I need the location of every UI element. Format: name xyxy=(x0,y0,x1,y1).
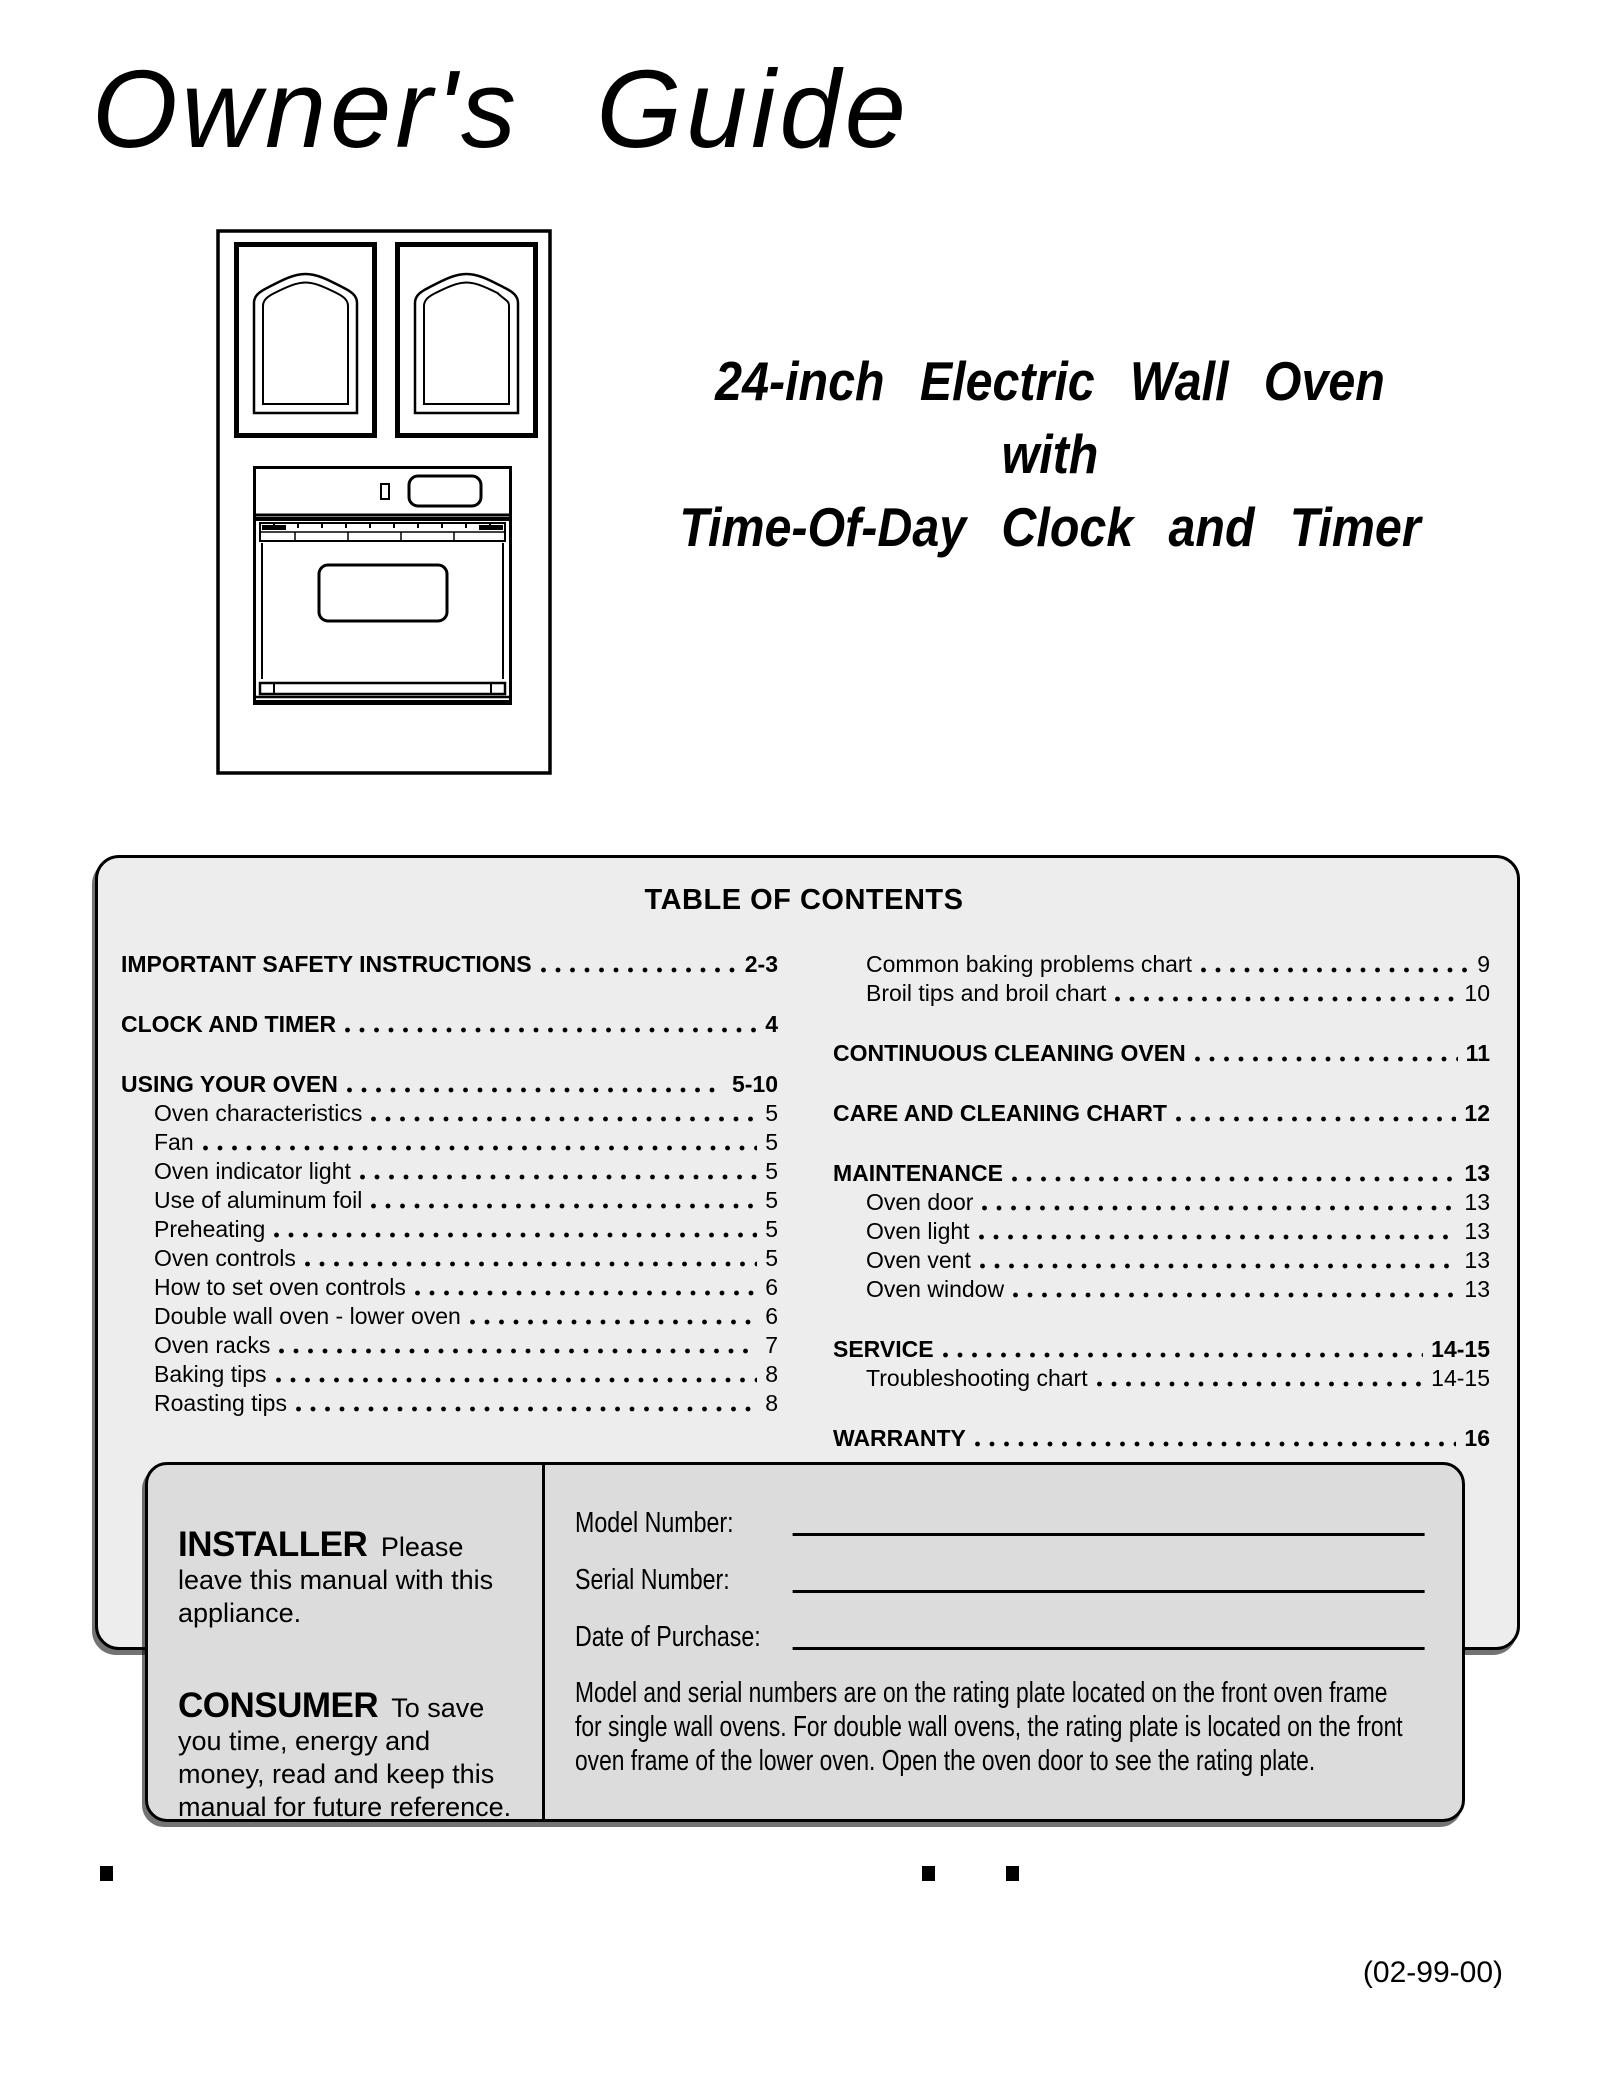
toc-entry-page: 8 xyxy=(765,1361,778,1387)
registration-field xyxy=(575,1540,1425,1597)
wall-oven-icon xyxy=(216,229,552,775)
toc-dot-leader xyxy=(276,1360,758,1389)
toc-entry-label: Common baking problems chart xyxy=(866,951,1192,977)
toc-entry xyxy=(121,1070,778,1099)
toc-entry-label: CONTINUOUS CLEANING OVEN xyxy=(833,1040,1186,1066)
toc-entry xyxy=(121,1360,778,1389)
toc-dot-leader xyxy=(980,1246,1457,1275)
consumer-heading: CONSUMER xyxy=(178,1686,379,1725)
toc-entry-label: Oven door xyxy=(866,1189,974,1215)
toc-dot-leader xyxy=(305,1244,757,1273)
toc-entry-page: 5 xyxy=(765,1100,778,1126)
toc-entry-label: Preheating xyxy=(154,1216,266,1242)
installer-notice xyxy=(178,1527,514,1630)
toc-dot-leader xyxy=(1176,1099,1456,1128)
toc-dot-leader xyxy=(1115,979,1456,1008)
subtitle-line-1: 24-inch Electric Wall Oven xyxy=(715,350,1385,412)
toc-entry-page: 6 xyxy=(765,1274,778,1300)
print-registration-dash xyxy=(922,1866,935,1881)
field-fill-in-line xyxy=(793,1532,1425,1536)
toc-entry xyxy=(833,1246,1490,1275)
toc-dot-leader xyxy=(415,1273,757,1302)
toc-dot-leader xyxy=(470,1302,757,1331)
toc-entry-label: CARE AND CLEANING CHART xyxy=(833,1100,1167,1126)
toc-entry-label: Oven racks xyxy=(154,1332,271,1358)
toc-columns xyxy=(121,950,1490,1453)
toc-entry-page: 14-15 xyxy=(1431,1365,1490,1391)
toc-dot-leader xyxy=(347,1070,724,1099)
toc-entry xyxy=(833,979,1490,1008)
toc-entry xyxy=(121,1010,778,1039)
toc-dot-leader xyxy=(541,950,737,979)
toc-dot-leader xyxy=(274,1215,757,1244)
print-registration-dash xyxy=(100,1866,113,1881)
toc-entry-label: IMPORTANT SAFETY INSTRUCTIONS xyxy=(121,951,532,977)
toc-entry xyxy=(121,950,778,979)
toc-entry-label: Use of aluminum foil xyxy=(154,1187,363,1213)
toc-entry xyxy=(121,1244,778,1273)
print-registration-dash xyxy=(1006,1866,1019,1881)
toc-entry-page: 5 xyxy=(765,1187,778,1213)
toc-entry-label: Oven controls xyxy=(154,1245,296,1271)
toc-entry xyxy=(833,1275,1490,1304)
field-fill-in-line xyxy=(793,1589,1425,1593)
toc-entry xyxy=(121,1331,778,1360)
toc-entry-label: Oven characteristics xyxy=(154,1100,363,1126)
toc-dot-leader xyxy=(1013,1275,1456,1304)
registration-fields xyxy=(575,1483,1425,1654)
toc-entry-page: 9 xyxy=(1477,951,1490,977)
toc-dot-leader xyxy=(203,1128,758,1157)
rating-plate-note: Model and serial numbers are on the rating plate located on the front oven frame for single wall ovens. For double wall ovens, the rating plate is located on the front oven frame of the lower oven. Open the oven door to see the rating plate. xyxy=(575,1677,1403,1777)
toc-column-left xyxy=(121,950,778,1453)
toc-entry xyxy=(833,1335,1490,1364)
toc-entry-page: 16 xyxy=(1464,1425,1490,1451)
toc-entry xyxy=(833,1099,1490,1128)
toc-entry-page: 11 xyxy=(1465,1040,1490,1066)
toc-entry-label: Broil tips and broil chart xyxy=(866,980,1107,1006)
subtitle-line-3: Time-Of-Day Clock and Timer xyxy=(679,496,1421,558)
installer-heading: INSTALLER xyxy=(178,1525,368,1564)
toc-dot-leader xyxy=(345,1010,757,1039)
toc-dot-leader xyxy=(982,1188,1456,1217)
registration-left-panel xyxy=(148,1465,545,1822)
toc-dot-leader xyxy=(1097,1364,1424,1393)
toc-entry-label: USING YOUR OVEN xyxy=(121,1071,338,1097)
toc-dot-leader xyxy=(279,1331,757,1360)
product-subtitle xyxy=(566,345,1534,564)
toc-entry-label: CLOCK AND TIMER xyxy=(121,1011,337,1037)
toc-entry-label: MAINTENANCE xyxy=(833,1160,1003,1186)
toc-dot-leader xyxy=(979,1217,1457,1246)
field-fill-in-line xyxy=(793,1646,1425,1650)
registration-right-panel xyxy=(545,1465,1620,1819)
revision-code: (02-99-00) xyxy=(1362,1956,1503,1989)
toc-entry xyxy=(121,1099,778,1128)
toc-entry-label: Double wall oven - lower oven xyxy=(154,1303,461,1329)
toc-entry xyxy=(833,1217,1490,1246)
toc-entry-label: WARRANTY xyxy=(833,1425,966,1451)
toc-entry-label: How to set oven controls xyxy=(154,1274,406,1300)
toc-entry-page: 12 xyxy=(1464,1100,1490,1126)
toc-entry xyxy=(833,950,1490,979)
toc-entry-label: Oven light xyxy=(866,1218,970,1244)
toc-entry-page: 5-10 xyxy=(731,1071,778,1097)
toc-entry xyxy=(121,1389,778,1418)
toc-entry-page: 7 xyxy=(765,1332,778,1358)
field-label: Date of Purchase: xyxy=(575,1621,761,1653)
toc-entry-page: 5 xyxy=(765,1158,778,1184)
toc-entry-label: Baking tips xyxy=(154,1361,267,1387)
registration-box xyxy=(145,1462,1465,1822)
toc-entry-page: 13 xyxy=(1464,1160,1490,1186)
toc-dot-leader xyxy=(1012,1159,1456,1188)
toc-entry-label: SERVICE xyxy=(833,1336,934,1362)
toc-entry-page: 5 xyxy=(765,1216,778,1242)
toc-column-right xyxy=(833,950,1490,1453)
toc-dot-leader xyxy=(975,1424,1457,1453)
subtitle-line-2: with xyxy=(1001,423,1099,485)
toc-title: TABLE OF CONTENTS xyxy=(644,884,964,916)
toc-entry-label: Roasting tips xyxy=(154,1390,287,1416)
consumer-text: To save you time, energy and money, read and keep this manual for future reference. xyxy=(178,1693,512,1822)
toc-entry-page: 8 xyxy=(765,1390,778,1416)
toc-entry-page: 2-3 xyxy=(744,951,778,977)
toc-entry-page: 13 xyxy=(1464,1218,1490,1244)
page-title: Owner's Guide xyxy=(92,48,910,171)
registration-field xyxy=(575,1483,1425,1540)
toc-entry xyxy=(121,1302,778,1331)
field-label: Serial Number: xyxy=(575,1564,730,1596)
toc-entry xyxy=(833,1159,1490,1188)
toc-entry-page: 4 xyxy=(765,1011,778,1037)
toc-dot-leader xyxy=(1195,1039,1458,1068)
toc-entry-page: 6 xyxy=(765,1303,778,1329)
toc-entry-page: 10 xyxy=(1464,980,1490,1006)
toc-dot-leader xyxy=(943,1335,1424,1364)
toc-entry xyxy=(121,1128,778,1157)
toc-entry-label: Troubleshooting chart xyxy=(866,1365,1088,1391)
toc-dot-leader xyxy=(371,1186,757,1215)
toc-entry xyxy=(833,1039,1490,1068)
toc-dot-leader xyxy=(360,1157,757,1186)
toc-entry-page: 14-15 xyxy=(1431,1336,1490,1362)
toc-entry xyxy=(121,1273,778,1302)
installer-text: Please leave this manual with this appliance. xyxy=(178,1532,494,1628)
consumer-notice xyxy=(178,1688,514,1824)
toc-entry xyxy=(121,1157,778,1186)
toc-entry-label: Oven window xyxy=(866,1276,1005,1302)
toc-entry xyxy=(833,1364,1490,1393)
wall-oven-illustration xyxy=(216,229,552,775)
toc-entry-label: Oven vent xyxy=(866,1247,971,1273)
toc-entry-page: 5 xyxy=(765,1129,778,1155)
toc-entry-page: 13 xyxy=(1464,1276,1490,1302)
toc-entry xyxy=(833,1424,1490,1453)
toc-dot-leader xyxy=(371,1099,757,1128)
toc-entry-page: 13 xyxy=(1464,1247,1490,1273)
toc-dot-leader xyxy=(296,1389,757,1418)
toc-dot-leader xyxy=(1201,950,1469,979)
toc-entry-label: Oven indicator light xyxy=(154,1158,351,1184)
toc-entry xyxy=(833,1188,1490,1217)
toc-entry xyxy=(121,1215,778,1244)
toc-entry xyxy=(121,1186,778,1215)
field-label: Model Number: xyxy=(575,1507,734,1539)
toc-entry-page: 13 xyxy=(1464,1189,1490,1215)
toc-entry-page: 5 xyxy=(765,1245,778,1271)
registration-field xyxy=(575,1597,1425,1654)
toc-entry-label: Fan xyxy=(154,1129,194,1155)
